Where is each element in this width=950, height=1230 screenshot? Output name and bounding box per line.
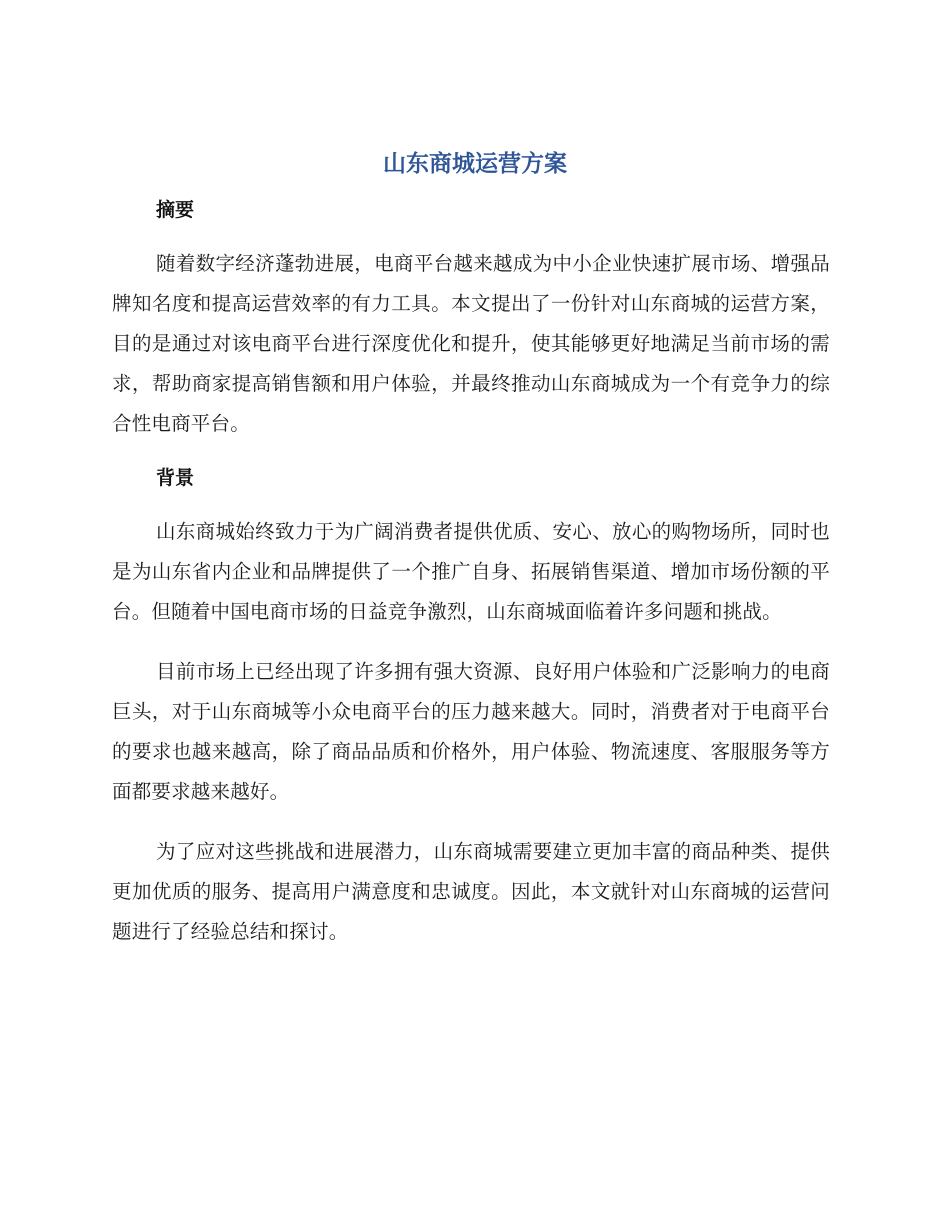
background-paragraph-1: 山东商城始终致力于为广阔消费者提供优质、安心、放心的购物场所，同时也是为山东省内企业和品牌提供了一个推广自身、拓展销售渠道、增加市场份额的平台。但随着中国电商市场的日益竞争激烈，山东商城面临着许多问题和挑战。 [112, 520, 830, 623]
background-paragraph-3: 为了应对这些挑战和进展潜力，山东商城需要建立更加丰富的商品种类、提供更加优质的服务、提高用户满意度和忠诚度。因此，本文就针对山东商城的运营问题进行了经验总结和探讨。 [112, 840, 830, 943]
abstract-paragraph: 随着数字经济蓬勃进展，电商平台越来越成为中小企业快速扩展市场、增强品牌知名度和提高运营效率的有力工具。本文提出了一份针对山东商城的运营方案，目的是通过对该电商平台进行深度优化和提升，使其能够更好地满足当前市场的需求，帮助商家提高销售额和用户体验，并最终推动山东商城成为一个有竞争力的综合性电商平台。 [112, 252, 830, 435]
section-heading-abstract: 摘要 [156, 199, 195, 221]
background-paragraph-2: 目前市场上已经出现了许多拥有强大资源、良好用户体验和广泛影响力的电商巨头，对于山东商城等小众电商平台的压力越来越大。同时，消费者对于电商平台的要求也越来越高，除了商品品质和价格外，用户体验、物流速度、客服服务等方面都要求越来越好。 [112, 660, 830, 803]
section-heading-background: 背景 [156, 467, 195, 489]
document-title: 山东商城运营方案 [383, 151, 567, 177]
